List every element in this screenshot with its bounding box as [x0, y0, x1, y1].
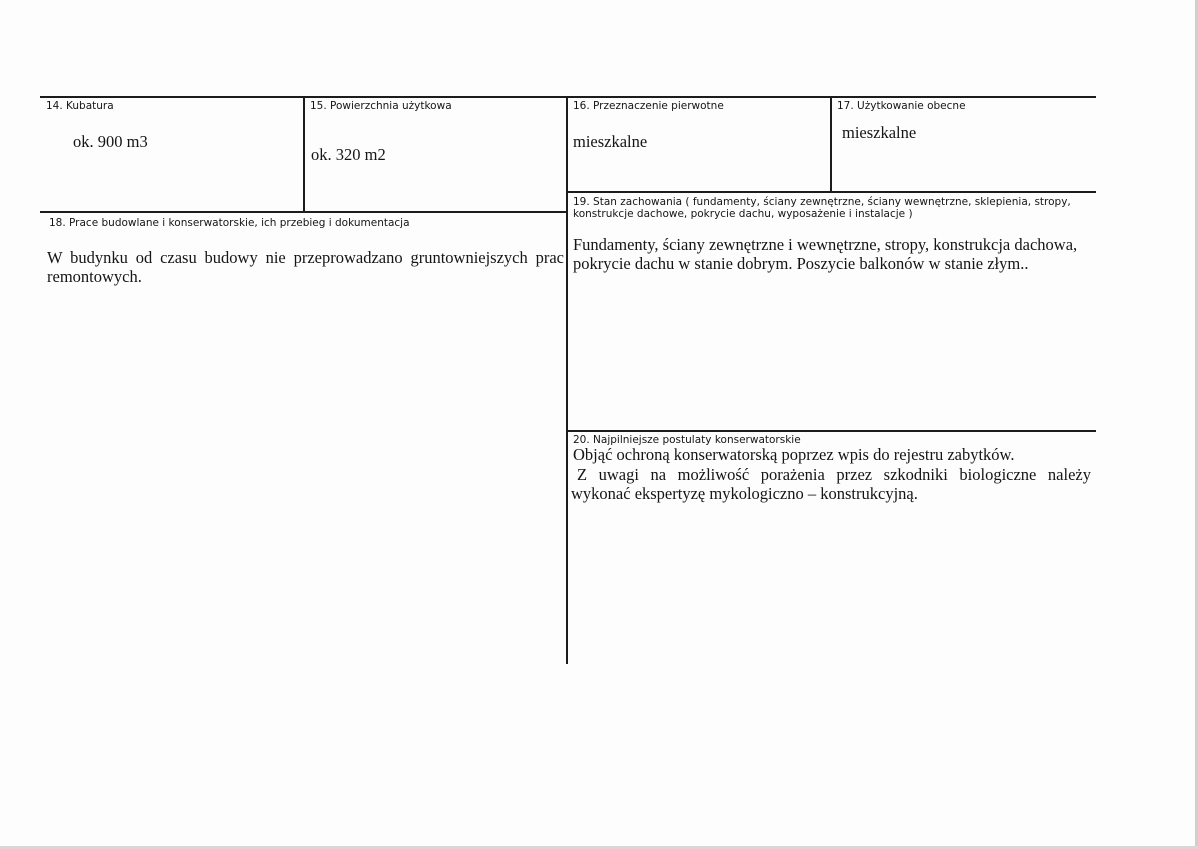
field-14-label: 14. Kubatura	[46, 100, 114, 112]
field-20-value-line2: Z uwagi na możliwość porażenia przez szkodniki biologiczne należy wykonać ekspertyzę mykologiczno – konstrukcyjną.	[571, 465, 1091, 503]
divider-16-17	[830, 96, 832, 192]
field-15-label: 15. Powierzchnia użytkowa	[310, 100, 452, 112]
field-16-label: 16. Przeznaczenie pierwotne	[573, 100, 724, 112]
field-17-label: 17. Użytkowanie obecne	[837, 100, 966, 112]
field-14-value: ok. 900 m3	[73, 132, 148, 151]
field-17-value: mieszkalne	[842, 123, 917, 142]
center-divider	[566, 96, 568, 664]
field-20-label: 20. Najpilniejsze postulaty konserwatorskie	[573, 434, 801, 446]
field-19-value: Fundamenty, ściany zewnętrzne i wewnętrzne, stropy, konstrukcja dachowa, pokrycie dachu w stanie dobrym. Poszycie balkonów w stanie złym..	[573, 235, 1078, 273]
field-18-label: 18. Prace budowlane i konserwatorskie, ich przebieg i dokumentacja	[49, 217, 410, 229]
field-16-value: mieszkalne	[573, 132, 648, 151]
field-20-value-line1: Objąć ochroną konserwatorską poprzez wpis do rejestru zabytków.	[573, 445, 1015, 464]
line-above-18	[40, 211, 568, 213]
field-19-label: 19. Stan zachowania ( fundamenty, ściany zewnętrzne, ściany wewnętrzne, sklepienia, stropy, konstrukcje dachowe, pokrycie dachu, wyposażenie i instalacje )	[573, 196, 1071, 220]
line-above-20	[566, 430, 1096, 432]
field-15-value: ok. 320 m2	[311, 145, 386, 164]
divider-14-15	[303, 96, 305, 212]
field-18-value: W budynku od czasu budowy nie przeprowadzano gruntowniejszych prac remontowych.	[47, 248, 564, 286]
top-border-line	[40, 96, 1096, 98]
line-above-19	[566, 191, 1096, 193]
